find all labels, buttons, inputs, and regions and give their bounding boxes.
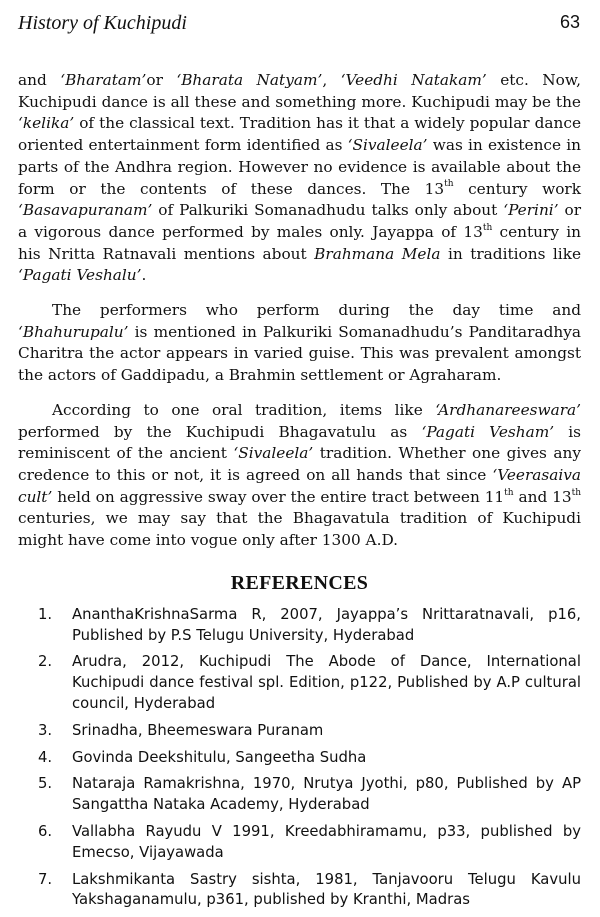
italic-term: ‘Pagati Vesham’ xyxy=(421,422,555,441)
text-run: or xyxy=(146,71,177,89)
body-paragraph xyxy=(18,70,581,287)
text-run: . xyxy=(141,266,147,285)
italic-term: ‘Sivaleela’ xyxy=(347,136,428,155)
text-run: was in existence in parts of the Andhra region. However no evidence is available about the form or the contents of these dances. The 13 xyxy=(18,136,581,198)
text-run: is mentioned in Palkuriki Somanadhudu’s Panditaradhya Charitra the actor appears in varied guise. This was prevalent amongst the actors of Gaddipadu, a Brahmin settlement or Agraharam. xyxy=(18,322,581,385)
reference-item xyxy=(18,870,581,912)
text-run: , xyxy=(322,71,341,89)
reference-number: 2. xyxy=(38,653,53,671)
text-run: of the classical text. Tradition has it that a widely popular dance oriented entertainment form identified as xyxy=(18,114,581,155)
text-run: in traditions like xyxy=(440,244,582,263)
italic-term: ‘Basavapuranam’ xyxy=(18,201,153,220)
italic-term: ‘Ardhanareeswara’ xyxy=(435,400,581,419)
italic-term: Brahmana Mela xyxy=(314,244,441,263)
text-run: The performers who perform during the day time and xyxy=(52,301,581,320)
text-run: and 13 xyxy=(513,487,572,506)
italic-term: ‘Bharatam’ xyxy=(60,71,147,89)
reference-text: Srinadha, Bheemeswara Puranam xyxy=(72,721,324,739)
reference-number: 1. xyxy=(38,605,53,623)
reference-item xyxy=(18,748,581,769)
ordinal-suffix: th xyxy=(482,222,493,233)
italic-term: ‘Veedhi Natakam’ xyxy=(340,71,487,89)
italic-term: ‘Bhahurupalu’ xyxy=(18,322,129,341)
reference-number: 3. xyxy=(38,721,53,739)
italic-term: ‘Perini’ xyxy=(503,201,559,220)
running-head: History of Kuchipudi xyxy=(18,12,187,34)
reference-text: Lakshmikanta Sastry sishta, 1981, Tanjavooru Telugu Kavulu Yakshaganamulu, p361, published by Kranthi, Madras xyxy=(72,870,581,909)
page-number: 63 xyxy=(559,12,580,32)
text-run: etc. Now, Kuchipudi dance is all these and something more. Kuchipudi may be the xyxy=(18,71,582,111)
ordinal-suffix: th xyxy=(444,179,454,190)
text-run: According to one oral tradition, items like xyxy=(52,400,436,419)
italic-term: ‘Bharata Natyam’ xyxy=(176,71,323,89)
italic-term: ‘Veerasaiva cult’ xyxy=(18,465,581,506)
text-run: and xyxy=(18,71,61,89)
reference-number: 7. xyxy=(38,870,53,888)
italic-term: ‘Pagati Veshalu’ xyxy=(18,266,142,285)
reference-item xyxy=(18,652,581,714)
body-paragraph xyxy=(18,300,581,387)
text-run: centuries, we may say that the Bhagavatula tradition of Kuchipudi might have come into vogue only after 1300 A.D. xyxy=(18,509,581,550)
text-run: performed by the Kuchipudi Bhagavatulu as xyxy=(18,422,422,441)
text-run: or a vigorous dance performed by males only. Jayappa of 13 xyxy=(18,201,582,241)
reference-item xyxy=(18,822,581,864)
italic-term: ‘kelika’ xyxy=(18,114,75,133)
text-run: held on aggressive sway over the entire tract between 11 xyxy=(52,487,505,506)
references-list xyxy=(18,605,581,911)
text-run: century in his Nritta Ratnavali mentions about xyxy=(18,222,581,263)
reference-number: 4. xyxy=(38,748,53,766)
text-run: tradition. Whether one gives any credence to this or not, it is agreed on all hands that since xyxy=(18,444,581,484)
page-header xyxy=(18,12,580,36)
body-text xyxy=(18,70,581,552)
ordinal-suffix: th xyxy=(504,487,514,498)
text-run: is reminiscent of the ancient xyxy=(18,422,581,463)
text-run: of Palkuriki Somanadhudu talks only about xyxy=(152,201,504,220)
reference-item xyxy=(18,605,581,647)
page-body xyxy=(18,70,581,917)
reference-item xyxy=(18,721,581,742)
reference-text: Vallabha Rayudu V 1991, Kreedabhiramamu, p33, published by Emecso, Vijayawada xyxy=(72,822,581,861)
reference-item xyxy=(18,774,581,816)
body-paragraph xyxy=(18,400,581,552)
references-heading: REFERENCES xyxy=(230,571,369,594)
reference-text: Arudra, 2012, Kuchipudi The Abode of Dance, International Kuchipudi dance festival spl. Edition, p122, Published by A.P cultural council, Hyderabad xyxy=(72,653,581,712)
reference-number: 6. xyxy=(38,822,53,840)
reference-number: 5. xyxy=(38,775,53,793)
ordinal-suffix: th xyxy=(571,487,581,498)
reference-text: Nataraja Ramakrishna, 1970, Nrutya Jyothi, p80, Published by AP Sangattha Nataka Academy, Hyderabad xyxy=(72,775,581,814)
reference-text: AnanthaKrishnaSarma R, 2007, Jayappa’s Nrittaratnavali, p16, Published by P.S Telugu University, Hyderabad xyxy=(72,605,581,644)
reference-text: Govinda Deekshitulu, Sangeetha Sudha xyxy=(72,748,367,766)
italic-term: ‘Sivaleela’ xyxy=(233,444,314,463)
text-run: century work xyxy=(453,179,581,198)
